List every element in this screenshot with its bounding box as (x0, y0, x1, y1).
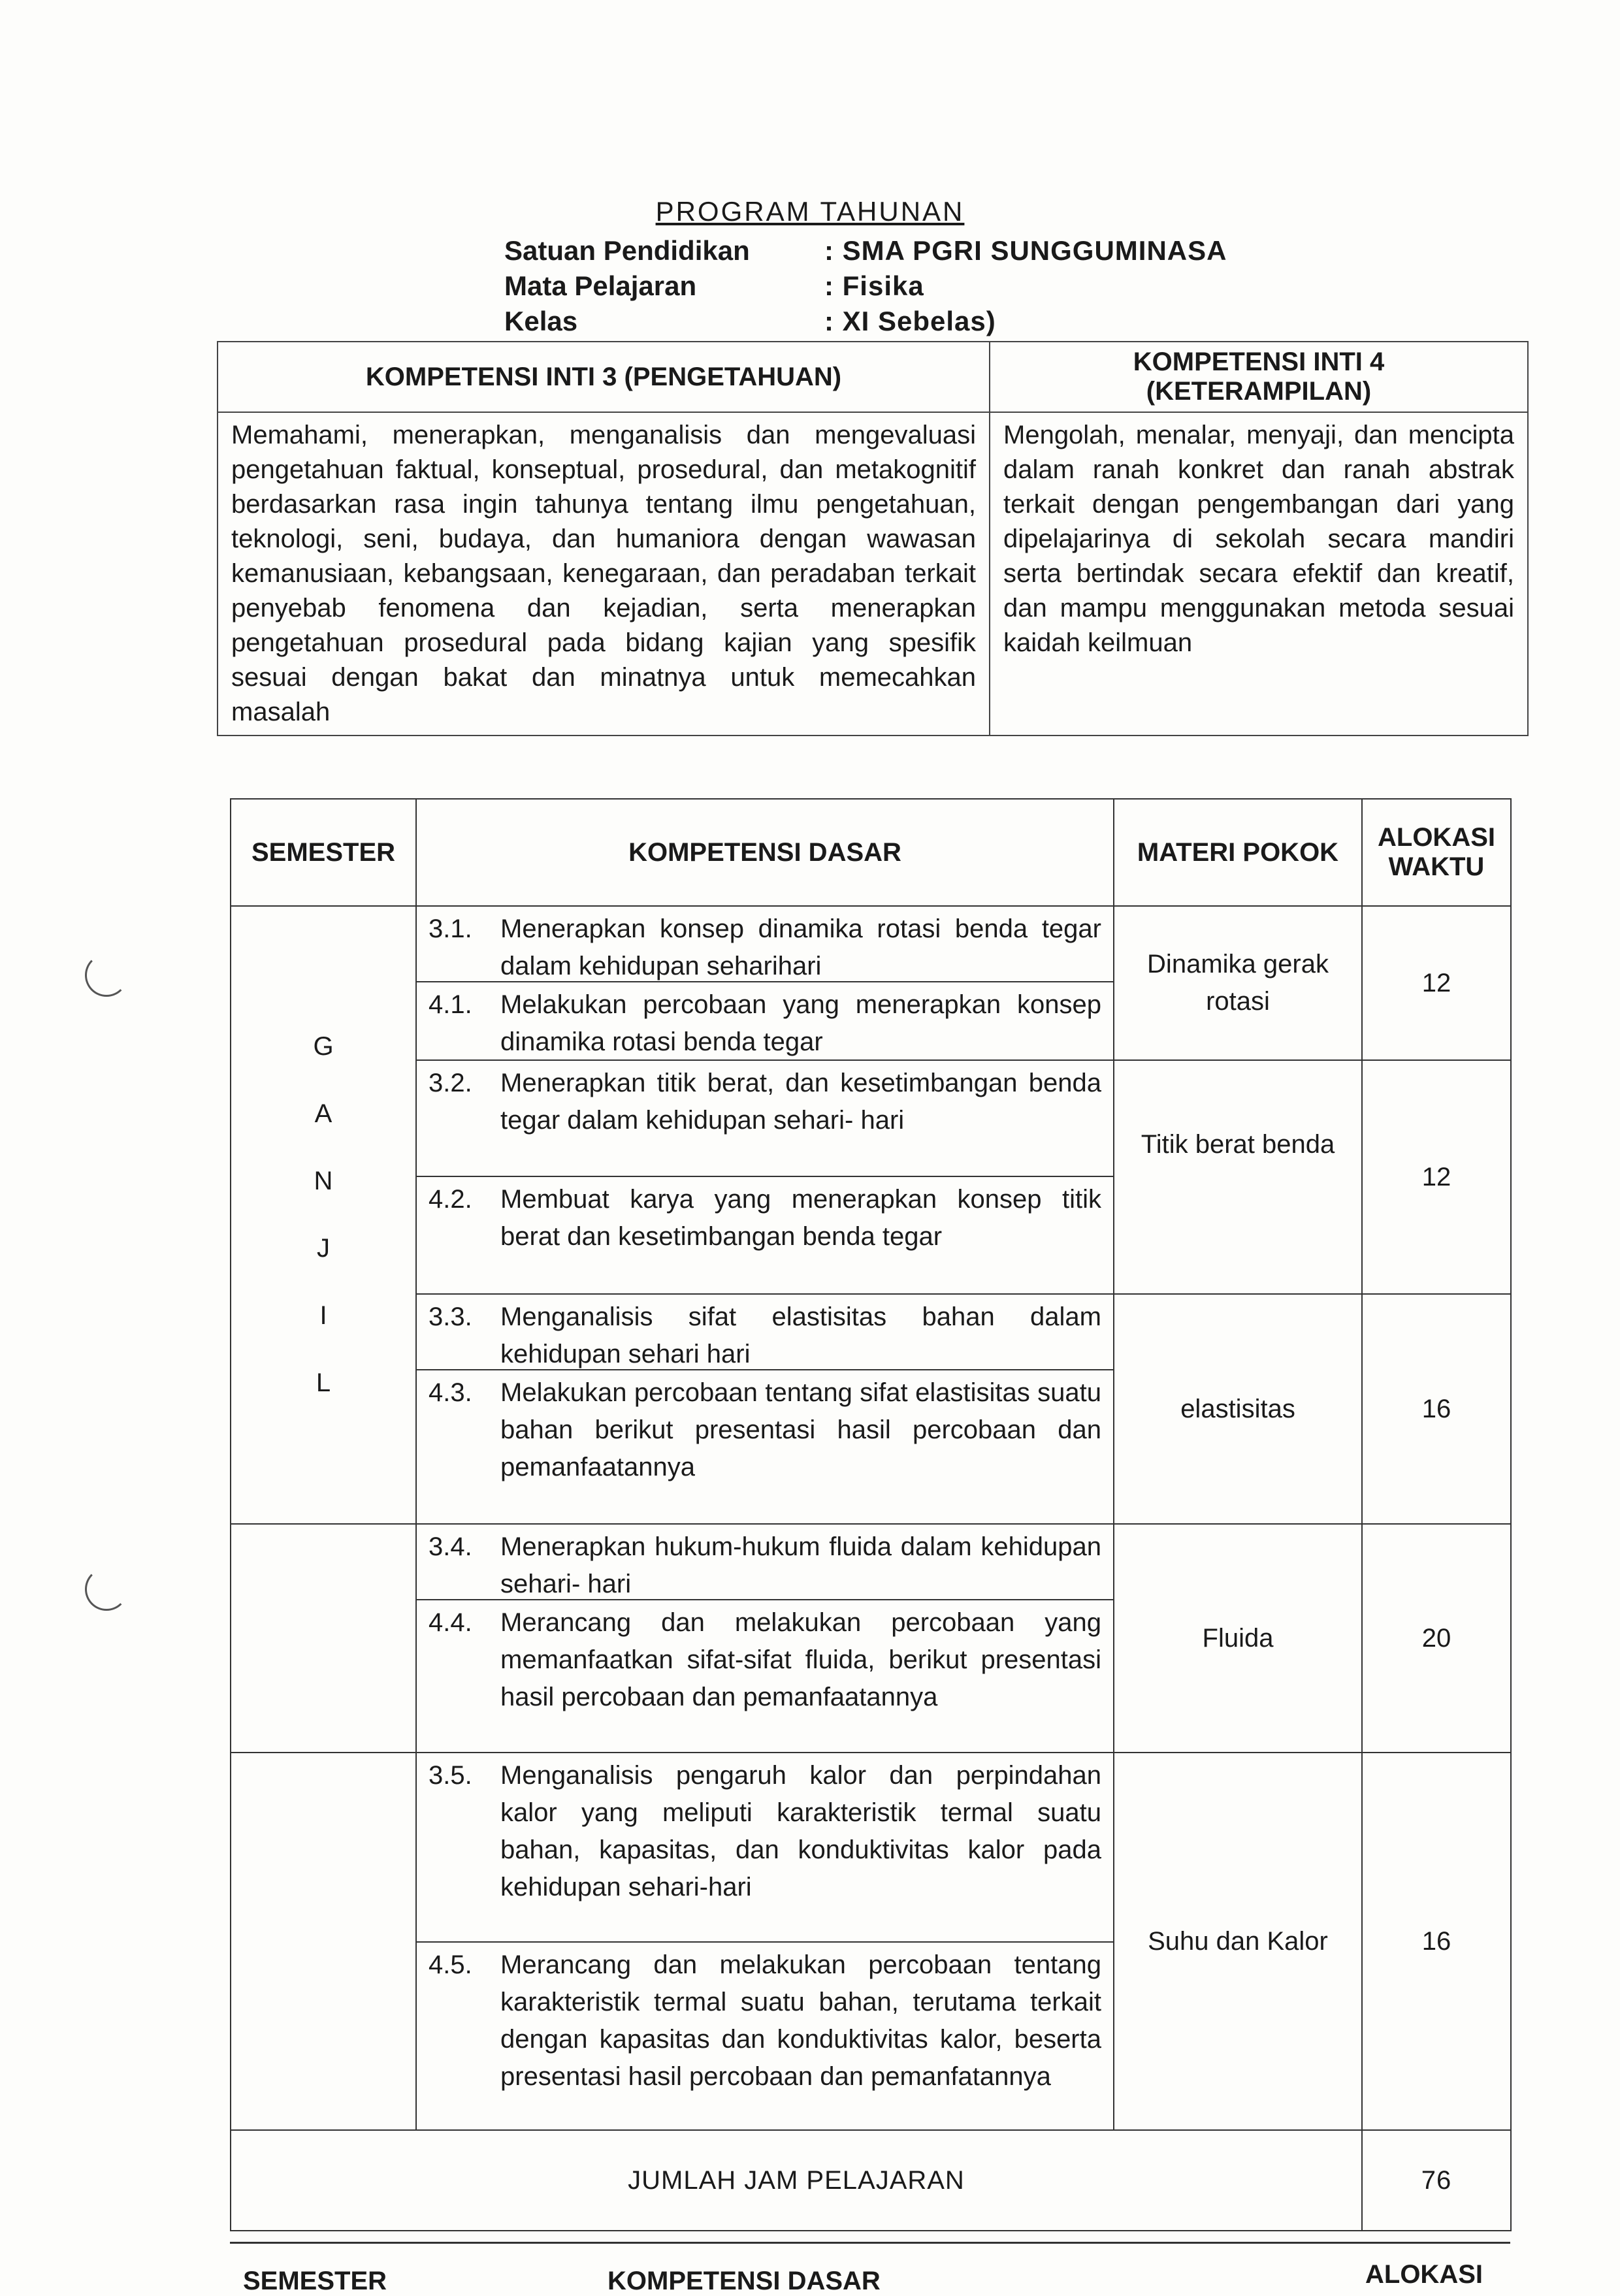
kd-item (417, 1753, 1113, 1943)
info-label: Kelas (504, 306, 578, 336)
kd-text: Menganalisis sifat elastisitas bahan dalam kehidupan sehari hari (500, 1302, 1101, 1368)
ki4-header-line: KOMPETENSI INTI 4 (1133, 348, 1385, 376)
next-table-border (230, 2242, 1510, 2244)
kd-item (417, 1177, 1113, 1293)
info-label: Satuan Pendidikan (504, 235, 750, 266)
semester-letter: L (316, 1368, 331, 1397)
alokasi-cell: 12 (1362, 906, 1511, 1060)
kd-number: 3.3. (429, 1302, 472, 1331)
semester-letter: I (319, 1301, 327, 1330)
semester-letter: N (314, 1167, 333, 1195)
semester-cell-empty (231, 1524, 416, 1753)
col-header-kd: KOMPETENSI DASAR (416, 799, 1114, 906)
kd-item (417, 982, 1113, 1059)
kd-text: Membuat karya yang menerapkan konsep titik berat dan kesetimbangan benda tegar (500, 1185, 1101, 1251)
kd-number: 4.5. (429, 1950, 472, 1979)
program-tahunan-table (230, 798, 1512, 2231)
kd-number: 4.4. (429, 1608, 472, 1637)
kd-cell (416, 1524, 1114, 1753)
total-row (231, 2130, 1511, 2231)
info-label: Mata Pelajaran (504, 270, 697, 301)
kd-item (417, 1295, 1113, 1370)
info-value: : Fisika (824, 270, 924, 301)
alokasi-cell: 20 (1362, 1524, 1511, 1753)
next-col-header-semester: SEMESTER (243, 2267, 387, 2295)
info-row-mapel (504, 270, 924, 302)
kd-item (417, 1600, 1113, 1752)
info-row-kelas (504, 306, 996, 337)
kd-number: 4.3. (429, 1378, 472, 1407)
col-header-alokasi (1362, 799, 1511, 906)
table-row (231, 1753, 1511, 2130)
kd-text: Menerapkan hukum-hukum fluida dalam kehidupan sehari- hari (500, 1532, 1101, 1598)
materi-cell: Suhu dan Kalor (1114, 1753, 1362, 2130)
next-col-header-kd: KOMPETENSI DASAR (608, 2267, 881, 2295)
info-value: : SMA PGRI SUNGGUMINASA (824, 235, 1227, 266)
total-label: JUMLAH JAM PELAJARAN (231, 2130, 1362, 2231)
kd-number: 3.4. (429, 1532, 472, 1561)
semester-cell-empty (231, 1753, 416, 2130)
kd-text: Melakukan percobaan tentang sifat elastisitas suatu bahan berikut presentasi hasil percobaan dan pemanfaatannya (500, 1378, 1101, 1481)
alokasi-cell: 16 (1362, 1753, 1511, 2130)
kd-cell (416, 1753, 1114, 2130)
table-row (231, 1060, 1511, 1294)
kd-text: Melakukan percobaan yang menerapkan konsep dinamika rotasi benda tegar (500, 990, 1101, 1056)
kd-item (417, 1370, 1113, 1523)
kompetensi-inti-table (217, 341, 1529, 736)
kd-cell (416, 1294, 1114, 1524)
alokasi-cell: 12 (1362, 1060, 1511, 1294)
kd-item (417, 1525, 1113, 1600)
punch-hole-mark (85, 1568, 128, 1611)
kd-item (417, 907, 1113, 982)
materi-cell: elastisitas (1114, 1294, 1362, 1524)
kd-number: 3.2. (429, 1069, 472, 1097)
kd-text: Menerapkan titik berat, dan kesetimbangan benda tegar dalam kehidupan sehari- hari (500, 1069, 1101, 1135)
col-header-materi: MATERI POKOK (1114, 799, 1362, 906)
materi-cell: Titik berat benda (1114, 1060, 1362, 1294)
ki4-text: Mengolah, menalar, menyaji, dan mencipta dalam ranah konkret dan ranah abstrak terkait dengan pengembangan dari yang dipelajarinya di sekolah secara mandiri serta bertindak secara efektif dan kreatif, dan mampu menggunakan metoda sesuai kaidah keilmuan (990, 412, 1528, 736)
table-row (231, 906, 1511, 1060)
kd-item (417, 1061, 1113, 1177)
kd-text: Merancang dan melakukan percobaan yang memanfaatkan sifat-sifat fluida, berikut presentasi hasil percobaan dan pemanfaatannya (500, 1608, 1101, 1711)
kd-number: 4.2. (429, 1185, 472, 1214)
kd-number: 3.5. (429, 1761, 472, 1790)
semester-cell (231, 906, 416, 1524)
kd-text: Merancang dan melakukan percobaan tentang karakteristik termal suatu bahan, terutama terkait dengan kapasitas dan konduktivitas kalor, beserta presentasi hasil percobaan dan pemanfatannya (500, 1950, 1101, 2091)
kd-text: Menganalisis pengaruh kalor dan perpindahan kalor yang meliputi karakteristik termal suatu bahan, kapasitas, dan konduktivitas kalor pada kehidupan sehari-hari (500, 1761, 1101, 1901)
semester-letter: J (317, 1234, 330, 1263)
ki3-text: Memahami, menerapkan, menganalisis dan mengevaluasi pengetahuan faktual, konseptual, prosedural, dan metakognitif berdasarkan rasa ingin tahunya tentang ilmu pengetahuan, teknologi, seni, budaya, dan humaniora dengan wawasan kemanusiaan, kebangsaan, kenegaraan, dan peradaban terkait penyebab fenomena dan kejadian, serta menerapkan pengetahuan prosedural pada bidang kajian yang spesifik sesuai dengan bakat dan minatnya untuk memecahkan masalah (218, 412, 990, 736)
page-title: PROGRAM TAHUNAN (655, 196, 965, 227)
materi-cell: Dinamika gerak rotasi (1114, 906, 1362, 1060)
total-value: 76 (1362, 2130, 1511, 2231)
table-row (231, 1524, 1511, 1753)
col-header-line: ALOKASI (1378, 823, 1495, 852)
ki3-header: KOMPETENSI INTI 3 (PENGETAHUAN) (218, 342, 990, 412)
ki4-header (990, 342, 1528, 412)
kd-number: 3.1. (429, 914, 472, 943)
materi-cell: Fluida (1114, 1524, 1362, 1753)
semester-letter: A (314, 1099, 332, 1128)
kd-cell (416, 1060, 1114, 1294)
col-header-semester: SEMESTER (231, 799, 416, 906)
next-col-header-alokasi: ALOKASI (1365, 2260, 1483, 2289)
kd-number: 4.1. (429, 990, 472, 1019)
semester-letter: G (313, 1032, 334, 1061)
kd-item (417, 1943, 1113, 2129)
alokasi-cell: 16 (1362, 1294, 1511, 1524)
ki4-header-line: (KETERAMPILAN) (1146, 377, 1372, 406)
kd-text: Menerapkan konsep dinamika rotasi benda tegar dalam kehidupan seharihari (500, 914, 1101, 980)
info-value: : XI Sebelas) (824, 306, 996, 336)
kd-cell (416, 906, 1114, 1060)
info-row-satuan (504, 235, 1227, 267)
col-header-line: WAKTU (1388, 852, 1485, 881)
table-row (231, 1294, 1511, 1524)
punch-hole-mark (85, 954, 128, 997)
